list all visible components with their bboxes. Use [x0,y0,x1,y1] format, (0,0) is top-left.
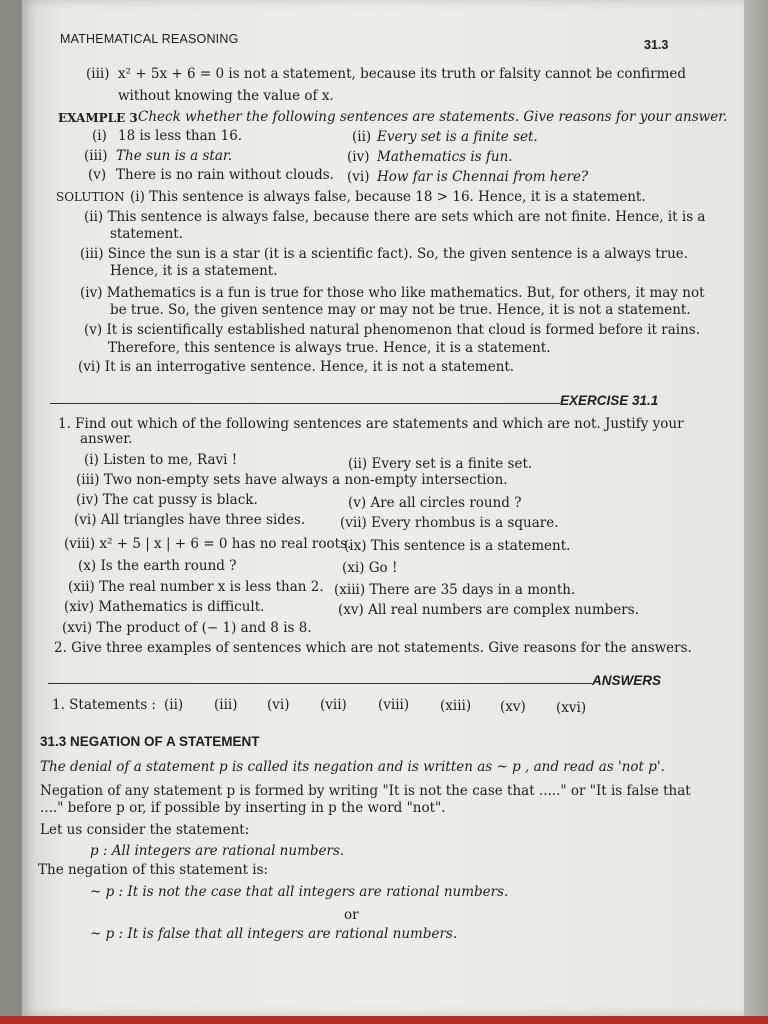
example-prompt: Check whether the following sentences are statements. Give reasons for your answer. [138,109,728,125]
table-surface [0,1016,768,1024]
page-number: 31.3 [644,38,669,52]
textbook-page [22,0,744,1016]
solution-line: (ii) This sentence is always false, because there are sets which are not finite. Hence, it is a [84,209,706,225]
answer-value: (xv) [500,699,526,715]
exercise-item: (vi) All triangles have three sides. [74,512,306,528]
answer-value: (xiii) [440,698,472,714]
running-header-title: MATHEMATICAL REASONING [60,32,239,46]
example-item-text: 18 is less than 16. [118,128,243,144]
solution-line: be true. So, the given sentence may or may not be true. Hence, it is not a statement. [110,302,691,318]
exercise-item: (ii) Every set is a finite set. [348,456,533,472]
consider-line: Let us consider the statement: [40,822,250,838]
exercise-item: (iv) The cat pussy is black. [76,492,258,508]
negation-paragraph-line-2: ...." before p or, if possible by inserting in p the word "not". [40,800,446,816]
solution-line: (vi) It is an interrogative sentence. Hence, it is not a statement. [78,359,515,375]
exercise-item: (iii) Two non-empty sets have always a non-empty intersection. [76,472,508,488]
intro-item-line-1: x² + 5x + 6 = 0 is not a statement, because its truth or falsity cannot be confirmed [118,66,687,82]
negation-paragraph-line-1: Negation of any statement p is formed by writing "It is not the case that ....." or "It is false that [40,783,691,799]
exercise-item: (viii) x² + 5 | x | + 6 = 0 has no real roots. [64,536,352,552]
book-edge [744,0,768,1024]
exercise-question-1-line-1: 1. Find out which of the following sentences are statements and which are not. Justify your [58,416,684,432]
exercise-item: (xv) All real numbers are complex numbers. [338,602,639,618]
example-label: EXAMPLE 3 [58,111,138,125]
answer-value: (iii) [214,697,238,713]
exercise-rule [50,403,560,404]
negation-form-1: ~ p : It is not the case that all integers are rational numbers. [90,884,509,900]
exercise-question-2: 2. Give three examples of sentences which are not statements. Give reasons for the answers. [54,640,692,656]
exercise-item: (ix) This sentence is a statement. [344,538,571,554]
exercise-item: (vii) Every rhombus is a square. [340,515,559,531]
exercise-item: (v) Are all circles round ? [348,495,522,511]
answer-value: (vi) [267,697,290,713]
exercise-title: EXERCISE 31.1 [560,393,659,408]
negation-intro: The negation of this statement is: [38,862,269,878]
example-item-number: (vi) [347,169,370,185]
example-item-number: (iv) [347,149,370,165]
answer-value: (vii) [320,697,347,713]
example-item-number: (v) [88,167,107,183]
example-item-text: Every set is a finite set. [377,129,538,145]
answers-title: ANSWERS [592,673,662,688]
solution-line: Hence, it is a statement. [110,263,278,279]
section-heading: 31.3 NEGATION OF A STATEMENT [40,734,260,749]
intro-item-line-2: without knowing the value of x. [118,88,334,104]
solution-line: (iv) Mathematics is a fun is true for those who like mathematics. But, for others, it may not [80,285,705,301]
negation-definition: The denial of a statement p is called its negation and is written as ~ p , and read as 'not p'. [40,759,665,775]
exercise-item: (xi) Go ! [342,560,398,576]
or-word: or [344,907,359,923]
negation-form-2: ~ p : It is false that all integers are rational numbers. [90,926,458,942]
example-item-text: The sun is a star. [116,148,233,164]
example-item-number: (ii) [352,129,372,145]
solution-line: (iii) Since the sun is a star (it is a scientific fact). So, the given sentence is a always true. [80,246,689,262]
example-item-number: (iii) [84,148,108,164]
exercise-item: (xii) The real number x is less than 2. [68,579,324,595]
example-item-text: Mathematics is fun. [377,149,513,165]
solution-label: SOLUTION [56,190,125,204]
exercise-question-1-line-2: answer. [80,431,133,447]
example-item-text: There is no rain without clouds. [116,167,334,183]
solution-line: statement. [110,226,184,242]
exercise-item: (xvi) The product of (− 1) and 8 is 8. [62,620,312,636]
exercise-item: (xiii) There are 35 days in a month. [334,582,576,598]
example-item-number: (i) [92,128,107,144]
answer-value: (viii) [378,697,410,713]
answers-label: 1. Statements : [52,697,156,713]
example-item-text: How far is Chennai from here? [377,169,589,185]
intro-item-number: (iii) [86,66,110,82]
solution-line: Therefore, this sentence is always true. Hence, it is a statement. [108,340,551,356]
solution-line: (v) It is scientifically established natural phenomenon that cloud is formed before it rains. [84,322,700,338]
p-statement: p : All integers are rational numbers. [90,843,345,859]
exercise-item: (i) Listen to me, Ravi ! [84,452,238,468]
answer-value: (ii) [164,697,184,713]
answer-value: (xvi) [556,700,587,716]
exercise-item: (xiv) Mathematics is difficult. [64,599,265,615]
answers-rule [48,683,592,684]
solution-line: (i) This sentence is always false, because 18 > 16. Hence, it is a statement. [130,189,646,205]
exercise-item: (x) Is the earth round ? [78,558,237,574]
